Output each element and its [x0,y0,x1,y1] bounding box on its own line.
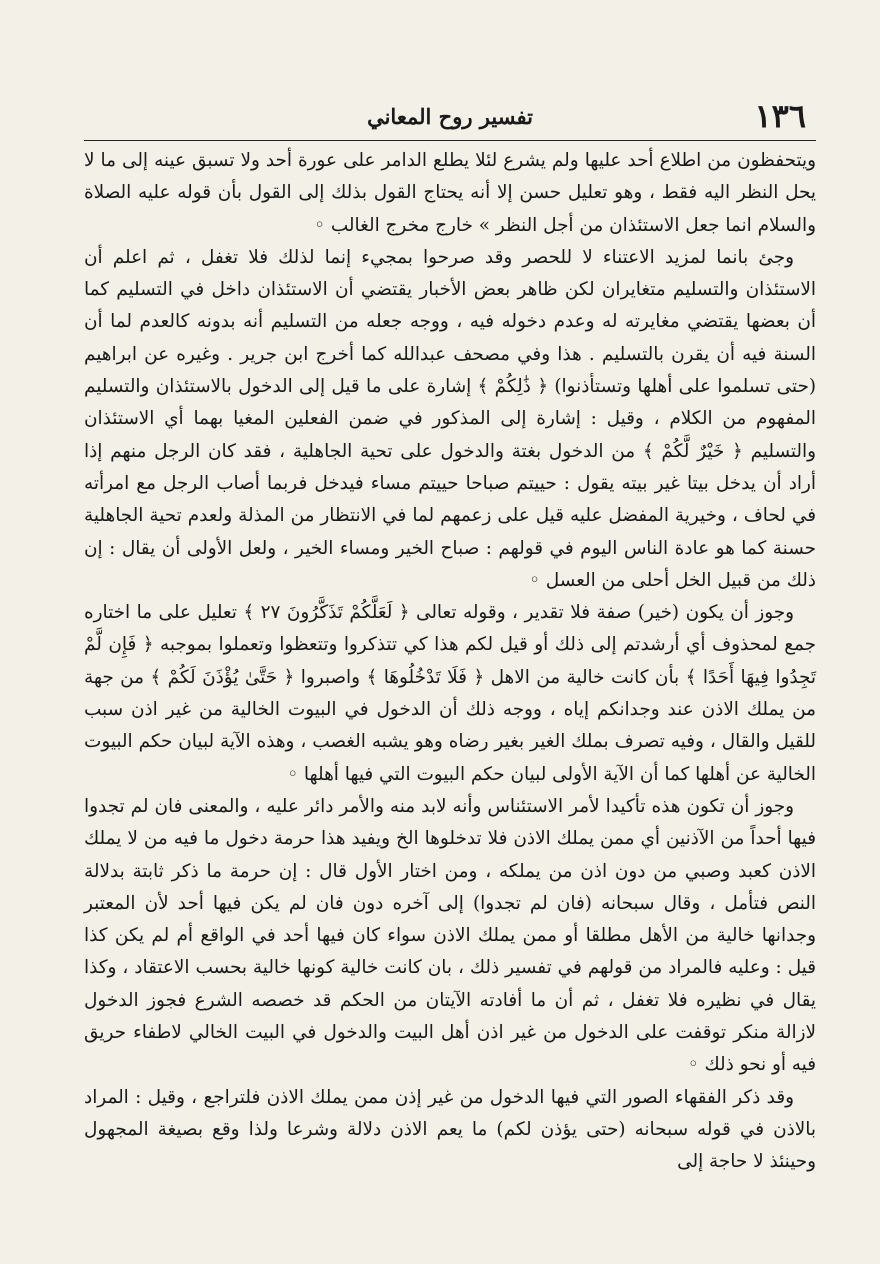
page-body [84,145,816,1179]
running-title: تفسير روح المعاني [367,104,533,129]
paragraph: وجئ بانما لمزيد الاعتناء لا للحصر وقد صرحوا بمجيء إنما لذلك فلا تغفل ، ثم اعلم أن الاستئذان والتسليم متغايران لكن ظاهر بعض الأخبار يقتضي أن الاستئذان داخل في التسليم كما أن بعضها يقتضي مغايرته له وعدم دخوله فيه ، ووجه جعله من التسليم أنه بدونه كالعدم لما أن السنة فيه أن يقرن بالتسليم . هذا وفي مصحف عبدالله كما أخرج ابن جرير . وغيره عن ابراهيم (حتى تسلموا على أهلها وتستأذنوا) ﴿ ذَٰلِكُمْ ﴾ إشارة على ما قيل إلى الدخول بالاستئذان والتسليم المفهوم من الكلام ، وقيل : إشارة إلى المذكور في ضمن الفعلين المغيا بهما أي الاستئذان والتسليم ﴿ خَيْرٌ لَّكُمْ ﴾ من الدخول بغتة والدخول على تحية الجاهلية ، فقد كان الرجل منهم إذا أراد أن يدخل بيتا غير بيته يقول : حييتم صباحا حييتم مساء فيدخل فربما أصاب الرجل مع امرأته في لحاف ، وخيرية المفضل عليه قيل على زعمهم لما في الانتظار من المذلة ولعدم تحية الجاهلية حسنة كما هو عادة الناس اليوم في قولهم : صباح الخير ومساء الخير ، ولعل الأولى أن يقال : إن ذلك من قبيل الخل أحلى من العسل ◦ [84,246,817,591]
page-number: ١٣٦ [754,97,806,135]
paragraph: ويتحفظون من اطلاع أحد عليها ولم يشرع لئلا يطلع الدامر على عورة أحد ولا تسبق عينه إلى ما لا يحل النظر اليه فقط ، وهو تعليل حسن إلا أنه يحتاج القول بذلك إلى القول بأن قوله عليه الصلاة والسلام انما جعل الاستئذان من أجل النظر » خارج مخرج الغالب ◦ [84,150,816,236]
paragraph: وجوز أن يكون (خير) صفة فلا تقدير ، وقوله تعالى ﴿ لَعَلَّكُمْ تَذَكَّرُونَ ٢٧ ﴾ تعليل على ما اختاره جمع لمحذوف أي أرشدتم إلى ذلك أو قيل لكم هذا كي تتذكروا وتتعظوا وتعملوا بموجبه ﴿ فَإِن لَّمْ تَجِدُوا فِيهَا أَحَدًا ﴾ بأن كانت خالية من الاهل ﴿ فَلَا تَدْخُلُوهَا ﴾ واصبروا ﴿ حَتَّىٰ يُؤْذَنَ لَكُمْ ﴾ من جهة من يملك الاذن عند وجدانكم إياه ، ووجه ذلك أن الدخول في البيوت الخالية من غير اذن سبب للقيل والقال ، وفيه تصرف بملك الغير بغير رضاه وهو يشبه الغصب ، وهذه الآية لبيان حكم البيوت الخالية عن أهلها كما أن الآية الأولى لبيان حكم البيوت التي فيها أهلها ◦ [84,602,816,785]
page-header [84,96,816,141]
paragraph: وجوز أن تكون هذه تأكيدا لأمر الاستئناس وأنه لابد منه والأمر دائر عليه ، والمعنى فان لم تجدوا فيها أحداً من الآذنين أي ممن يملك الاذن فلا تدخلوها الخ ويفيد هذا حرمة دخول ما فيه من لا يملك الاذن كعبد وصبي من دون اذن من يملكه ، ومن اختار الأول قال : إن حرمة ما ذكر ثابتة بدلالة النص فتأمل ، وقال سبحانه (فان لم تجدوا) إلى آخره دون فان لم يكن فيها أحد لأن المعتبر وجدانها خالية من الأهل مطلقا أو ممن يملك الاذن سواء كان فيها أحد في الواقع أم لم يكن كذا قيل : وعليه فالمراد من قولهم في تفسير ذلك ، بان كانت خالية كونها خالية بحسب الاعتقاد ، وكذا يقال في نظيره فلا تغفل ، ثم أن ما أفادته الآيتان من الحكم قد خصصه الشرع فجوز الدخول لازالة منكر توقفت على الدخول من غير اذن أهل البيت والدخول في البيت الخالي لاطفاء حريق فيه أو نحو ذلك ◦ [84,795,816,1076]
paragraph: وقد ذكر الفقهاء الصور التي فيها الدخول من غير إذن ممن يملك الاذن فلتراجع ، وقيل : المراد بالاذن في قوله سبحانه (حتى يؤذن لكم) ما يعم الاذن دلالة وشرعا ولذا وقع بصيغة المجهول وحينئذ لا حاجة إلى [84,1086,816,1173]
